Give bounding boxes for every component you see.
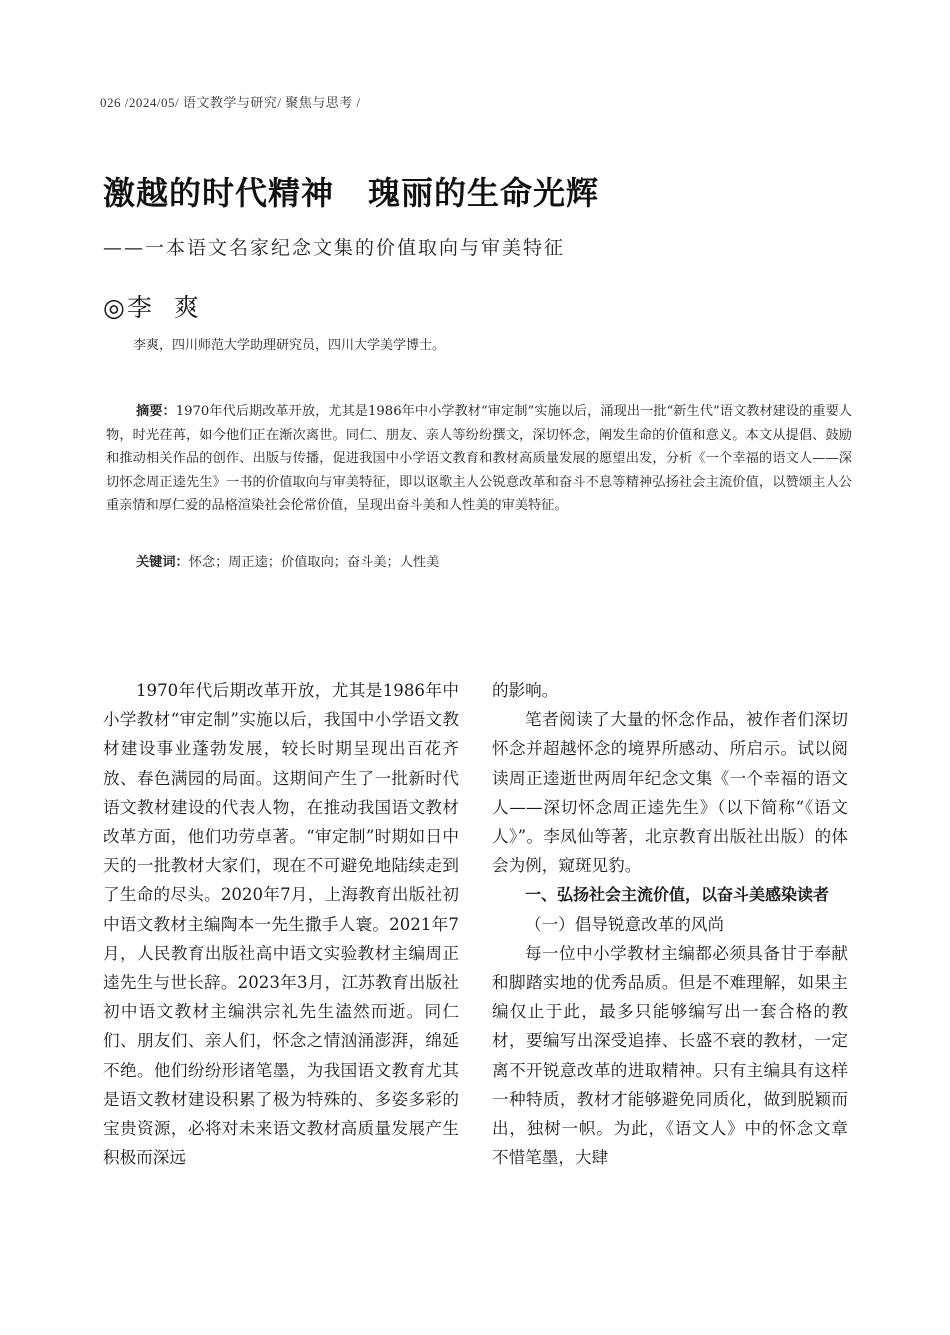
body-paragraph: 每一位中小学教材主编都必须具备甘于奉献和脚踏实地的优秀品质。但是不难理解，如果主编仅止于此，最多只能够编写出一套合格的教材，要编写出深受追捧、长盛不衰的教材，一定离不开锐意改革的进取精神。只有主编具有这样一种特质，教材才能够避免同质化，做到脱颖而出，独树一帜。为此，《语文人》中的怀念文章不惜笔墨，大肆 — [492, 943, 848, 1168]
subsection-heading: （一）倡导锐意改革的风尚 — [525, 914, 725, 934]
keywords-text: 怀念；周正逵；价值取向；奋斗美；人性美 — [188, 555, 440, 570]
author-byline — [103, 288, 201, 324]
author-surname: 李 — [126, 293, 154, 322]
keywords-label: 关键词： — [136, 555, 189, 570]
author-affiliation: 李爽，四川师范大学助理研究员，四川大学美学博士。 — [133, 338, 446, 353]
abstract — [106, 400, 852, 518]
body-paragraph: 1970年代后期改革开放，尤其是1986年中小学教材“审定制”实施以后，我国中小学语文教材建设事业蓬勃发展，较长时期呈现出百花齐放、春色满园的局面。这期间产生了一批新时代语文教材建设的代表人物，在推动我国语文教材改革方面，他们功劳卓著。“审定制”时期如日中天的一批教材大家们，现在不可避免地陆续走到了生命的尽头。2020年7月，上海教育出版社初中语文教材主编陶本一先生撒手人寰。2021年7月，人民教育出版社高中语文实验教材主编周正逵先生与世长辞。2023年3月，江苏教育出版社初中语文教材主编洪宗礼先生溘然而逝。同仁们、朋友们、亲人们，怀念之情汹涌澎湃，绵延不绝。他们纷纷形诸笔墨，为我国语文教育尤其是语文教材建设积累了极为特殊的、多姿多彩的宝贵资源，必将对未来语文教材高质量发展产生积极而深远 — [103, 681, 459, 1168]
body-paragraph: 笔者阅读了大量的怀念作品，被作者们深切怀念并超越怀念的境界所感动、所启示。试以阅读周正逵逝世两周年纪念文集《一个幸福的语文人——深切怀念周正逵先生》（以下简称“《语文人》”。李凤仙等著，北京教育出版社出版）的体会为例，窥斑见豹。 — [492, 710, 848, 876]
abstract-label: 摘要： — [136, 404, 176, 419]
author-given-name: 爽 — [173, 293, 201, 322]
title-part-2: 瑰丽的生命光辉 — [368, 174, 600, 212]
title-part-1: 激越的时代精神 — [103, 174, 335, 212]
article-title — [103, 168, 599, 214]
author-mark-icon: ◎ — [103, 293, 127, 322]
body-column-right — [492, 676, 848, 1172]
body-paragraph-continued: 的影响。 — [492, 681, 559, 700]
running-header: 026 /2024/05/ 语文教学与研究/ 聚焦与思考 / — [100, 95, 361, 110]
article-subtitle: ——一本语文名家纪念文集的价值取向与审美特征 — [103, 237, 566, 259]
section-heading: 一、弘扬社会主流价值，以奋斗美感染读者 — [525, 885, 830, 905]
body-column-left — [103, 676, 459, 1172]
abstract-text: 1970年代后期改革开放，尤其是1986年中小学教材“审定制”实施以后，涌现出一批“新生代”语文教材建设的重要人物，时光荏苒，如今他们正在渐次离世。同仁、朋友、亲人等纷纷撰文，深切怀念，阐发生命的价值和意义。本文从提倡、鼓励和推动相关作品的创作、出版与传播，促进我国中小学语文教育和教材高质量发展的愿望出发，分析《一个幸福的语文人——深切怀念周正逵先生》一书的价值取向与审美特征，即以讴歌主人公锐意改革和奋斗不息等精神弘扬社会主流价值，以赞颂主人公重亲情和厚仁爱的品格渲染社会伦常价值，呈现出奋斗美和人性美的审美特征。 — [106, 404, 852, 513]
keywords — [136, 551, 439, 570]
